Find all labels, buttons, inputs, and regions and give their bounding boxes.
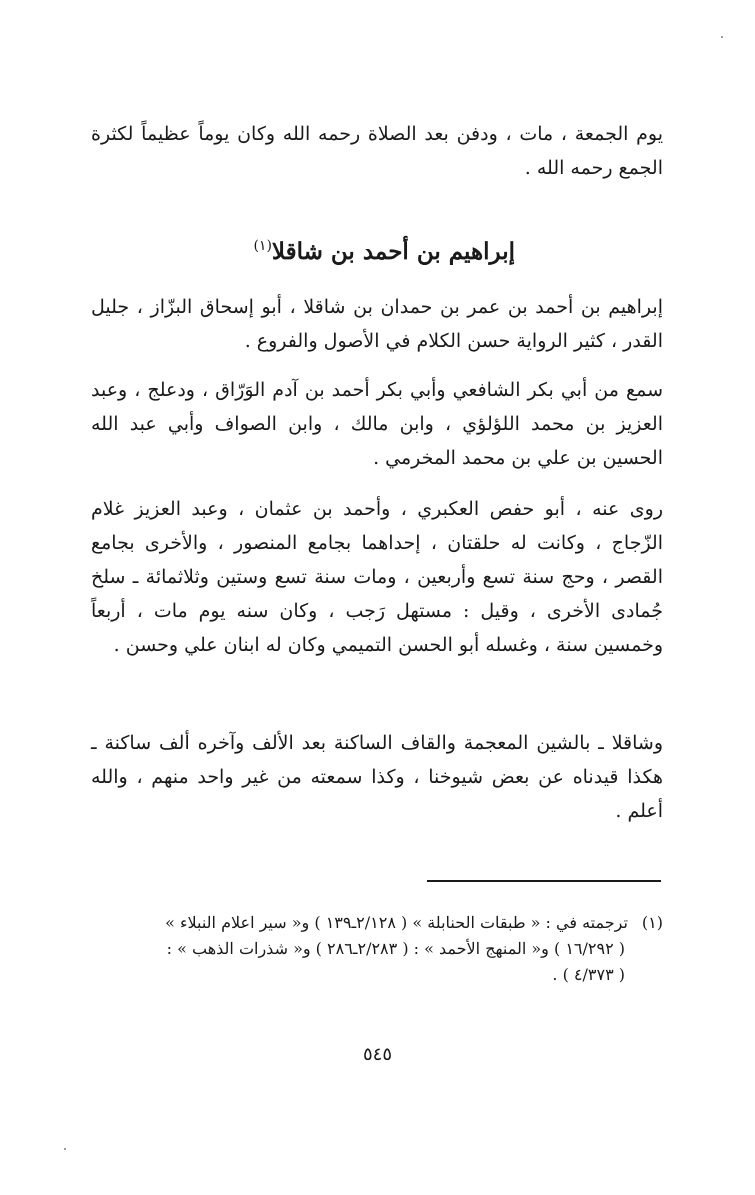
- footnote-line-1: (١)ترجمته في : « طبقات الحنابلة » ( ٢/١٢٨ـ١٣٩ ) و« سير اعلام النبلاء »: [88, 910, 663, 936]
- entry-heading: [253, 226, 515, 272]
- paragraph-biography: إبراهيم بن أحمد بن عمر بن حمدان بن شاقلا ، أبو إسحاق البزّاز ، جليل القدر ، كثير الرواية حسن الكلام في الأصول والفروع .: [91, 296, 663, 352]
- footnote-marker: (١): [641, 913, 663, 932]
- page-number: ٥٤٥: [362, 1044, 392, 1065]
- footnote-line-3: ( ٤/٣٧٣ ) .: [552, 965, 625, 984]
- entry-title: إبراهيم بن أحمد بن شاقلا: [271, 238, 515, 265]
- paragraph-spelling: وشاقلا ـ بالشين المعجمة والقاف الساكنة بعد الألف وآخره ألف ساكنة ـ هكذا قيدناه عن بعض شيوخنا ، وكذا سمعته من غير واحد منهم ، والله أعلم .: [91, 732, 663, 822]
- footnote: [88, 910, 663, 988]
- footnote-reference[interactable]: (١): [253, 238, 272, 254]
- footnote-divider: [427, 880, 661, 882]
- scan-speck: [64, 1148, 66, 1150]
- scan-speck: [721, 36, 723, 38]
- footnote-line-2: ( ١٦/٢٩٢ ) و« المنهج الأحمد » : ( ٢/٢٨٣ـ٢٨٦ ) و« شذرات الذهب » :: [166, 939, 625, 958]
- paragraph-intro: يوم الجمعة ، مات ، ودفن بعد الصلاة رحمه الله وكان يوماً عظيماً لكثرة الجمع رحمه الله .: [91, 123, 663, 179]
- paragraph-teachers: سمع من أبي بكر الشافعي وأبي بكر أحمد بن آدم الوَرّاق ، ودعلج ، وعبد العزيز بن محمد اللؤلؤي ، وابن مالك ، وابن الصواف وأبي عبد الله الحسين بن علي بن محمد المخرمي .: [91, 379, 663, 469]
- paragraph-students: روى عنه ، أبو حفص العكبري ، وأحمد بن عثمان ، وعبد العزيز غلام الزّجاج ، وكانت له حلقتان ، إحداهما بجامع المنصور ، والأخرى بجامع القصر ، وحج سنة تسع وأربعين ، ومات سنة تسع وستين وثلاثمائة ـ سلخ جُمادى الأخرى ، وقيل : مستهل رَجب ، وكان سنه يوم مات ، أربعاً وخمسين سنة ، وغسله أبو الحسن التميمي وكان له ابنان علي وحسن .: [91, 498, 663, 656]
